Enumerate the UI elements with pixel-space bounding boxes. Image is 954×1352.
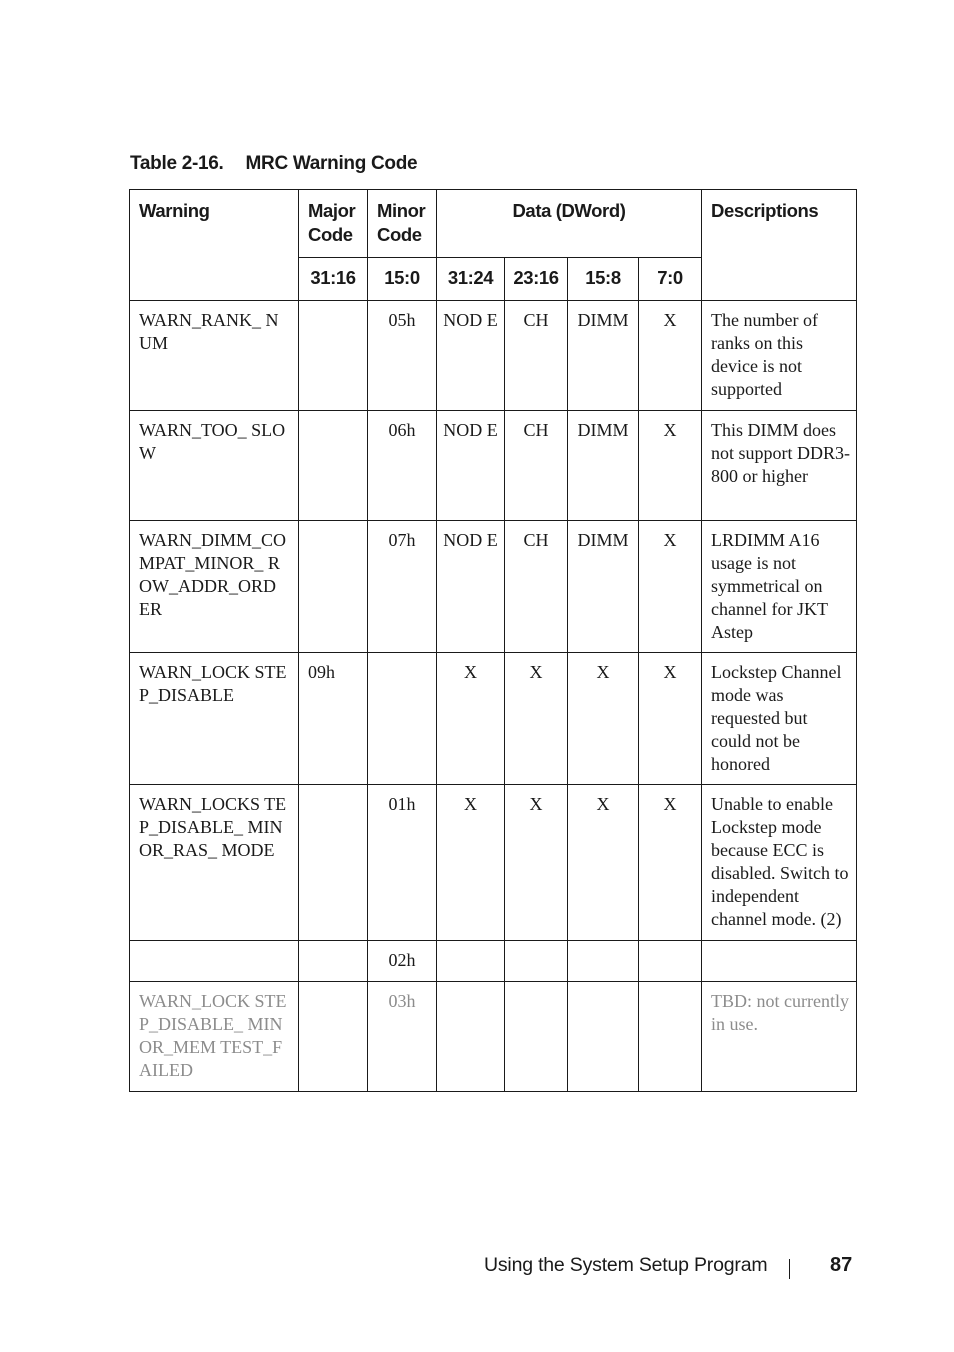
header-data-dword: Data (DWord) <box>437 190 702 258</box>
cell-description: TBD: not currently in use. <box>702 982 857 1092</box>
cell-data-23-16: CH <box>505 521 568 653</box>
cell-major: 09h <box>299 653 368 785</box>
cell-major <box>299 785 368 941</box>
cell-description: Unable to enable Lockstep mode because ECC is disabled. Switch to independent channel mode. (2) <box>702 785 857 941</box>
cell-warning: WARN_TOO_ SLOW <box>130 411 299 521</box>
page-number: 87 <box>830 1254 853 1276</box>
subheader-15-0: 15:0 <box>368 258 437 301</box>
cell-data-23-16 <box>505 982 568 1092</box>
cell-warning: WARN_LOCK STEP_DISABLE <box>130 653 299 785</box>
header-descriptions: Descriptions <box>702 190 857 301</box>
table-caption <box>130 153 417 175</box>
cell-major <box>299 521 368 653</box>
cell-data-31-24: NOD E <box>437 411 505 521</box>
cell-data-7-0: X <box>639 521 702 653</box>
table-row <box>130 411 857 521</box>
cell-data-23-16 <box>505 941 568 982</box>
cell-warning <box>130 941 299 982</box>
subheader-31-16: 31:16 <box>299 258 368 301</box>
footer-divider <box>789 1259 790 1279</box>
cell-warning: WARN_RANK_ NUM <box>130 301 299 411</box>
cell-minor: 05h <box>368 301 437 411</box>
subheader-15-8: 15:8 <box>568 258 639 301</box>
cell-data-7-0: X <box>639 411 702 521</box>
cell-data-31-24 <box>437 941 505 982</box>
cell-description: The number of ranks on this device is not supported <box>702 301 857 411</box>
subheader-23-16: 23:16 <box>505 258 568 301</box>
cell-minor: 01h <box>368 785 437 941</box>
cell-data-23-16: X <box>505 785 568 941</box>
cell-data-15-8: DIMM <box>568 301 639 411</box>
cell-warning: WARN_LOCK STEP_DISABLE_ MINOR_MEM TEST_FAILED <box>130 982 299 1092</box>
cell-major <box>299 941 368 982</box>
cell-data-31-24 <box>437 982 505 1092</box>
cell-data-15-8: DIMM <box>568 521 639 653</box>
cell-data-15-8 <box>568 941 639 982</box>
cell-data-7-0 <box>639 941 702 982</box>
cell-data-7-0: X <box>639 785 702 941</box>
cell-description: This DIMM does not support DDR3-800 or higher <box>702 411 857 521</box>
table-row <box>130 653 857 785</box>
subheader-7-0: 7:0 <box>639 258 702 301</box>
cell-data-7-0: X <box>639 653 702 785</box>
cell-minor <box>368 653 437 785</box>
cell-major <box>299 301 368 411</box>
cell-description <box>702 941 857 982</box>
header-major-code: Major Code <box>299 190 368 258</box>
cell-major <box>299 411 368 521</box>
cell-warning: WARN_LOCKS TEP_DISABLE_ MINOR_RAS_ MODE <box>130 785 299 941</box>
cell-warning: WARN_DIMM_CO MPAT_MINOR_ ROW_ADDR_ORD ER <box>130 521 299 653</box>
table-row <box>130 521 857 653</box>
cell-data-23-16: CH <box>505 411 568 521</box>
table-row <box>130 941 857 982</box>
cell-description: LRDIMM A16 usage is not symmetrical on channel for JKT Astep <box>702 521 857 653</box>
cell-description: Lockstep Channel mode was requested but could not be honored <box>702 653 857 785</box>
table-title: MRC Warning Code <box>245 153 418 174</box>
table-number: Table 2-16. <box>130 153 224 174</box>
table-row <box>130 982 857 1092</box>
cell-minor: 02h <box>368 941 437 982</box>
cell-data-31-24: NOD E <box>437 521 505 653</box>
header-warning: Warning <box>130 190 299 301</box>
cell-major <box>299 982 368 1092</box>
footer-section-title: Using the System Setup Program <box>484 1254 768 1276</box>
cell-data-7-0: X <box>639 301 702 411</box>
subheader-31-24: 31:24 <box>437 258 505 301</box>
cell-minor: 03h <box>368 982 437 1092</box>
table-row <box>130 301 857 411</box>
header-minor-code: Minor Code <box>368 190 437 258</box>
mrc-warning-code-table <box>129 189 857 1092</box>
cell-data-23-16: X <box>505 653 568 785</box>
cell-data-15-8: DIMM <box>568 411 639 521</box>
cell-data-31-24: X <box>437 653 505 785</box>
cell-data-31-24: X <box>437 785 505 941</box>
cell-data-15-8: X <box>568 785 639 941</box>
cell-data-15-8: X <box>568 653 639 785</box>
table-row <box>130 785 857 941</box>
cell-data-15-8 <box>568 982 639 1092</box>
cell-minor: 07h <box>368 521 437 653</box>
cell-data-7-0 <box>639 982 702 1092</box>
cell-data-23-16: CH <box>505 301 568 411</box>
cell-minor: 06h <box>368 411 437 521</box>
cell-data-31-24: NOD E <box>437 301 505 411</box>
